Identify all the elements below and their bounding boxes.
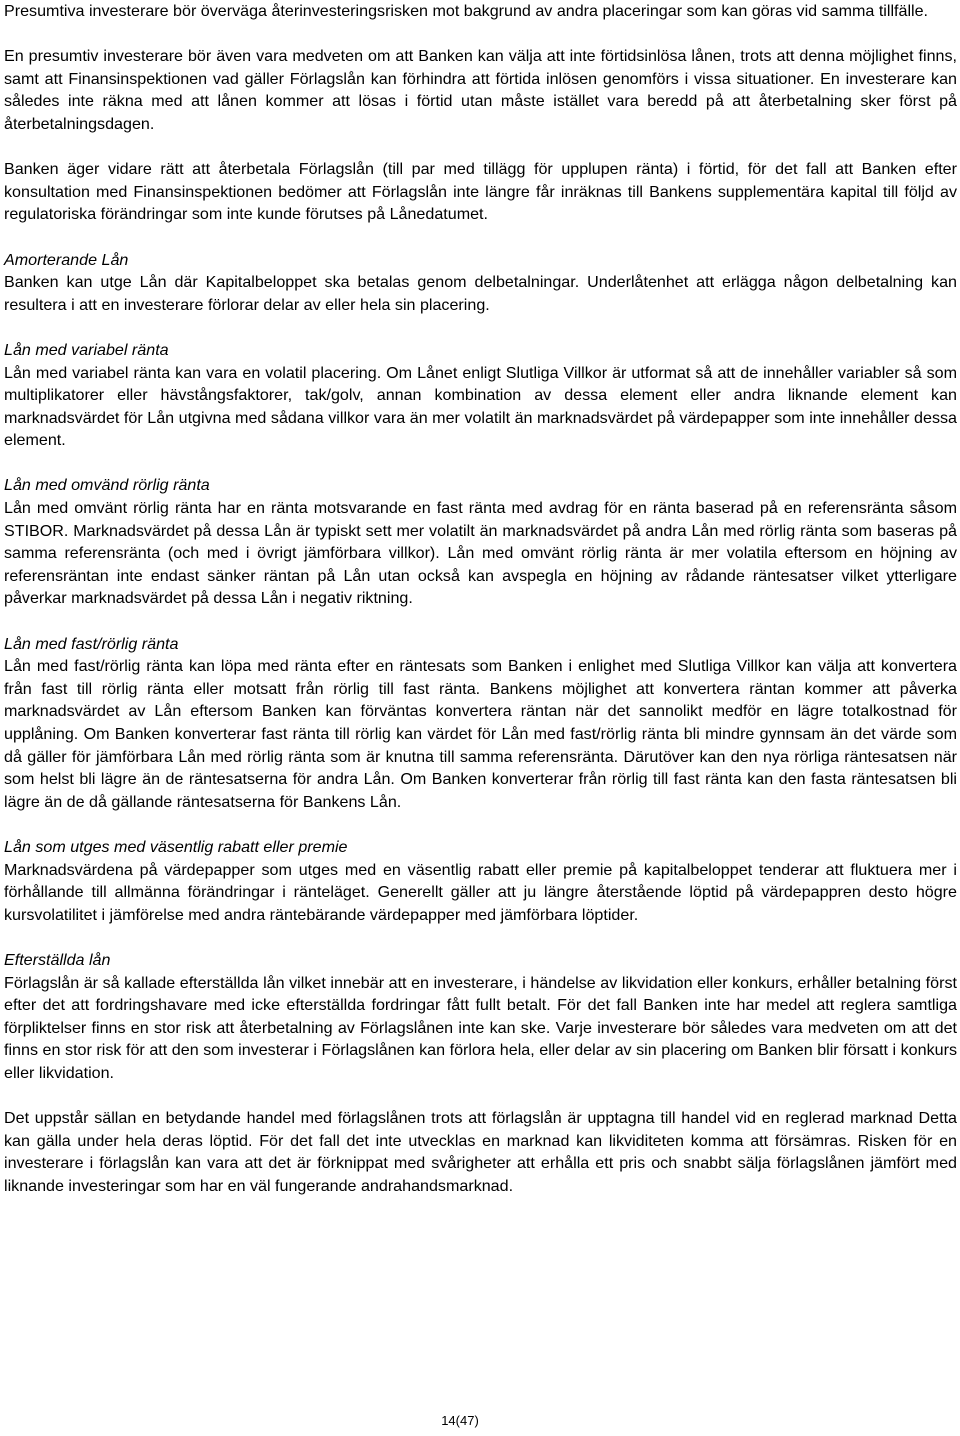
section-heading: Lån med fast/rörlig ränta	[4, 634, 179, 653]
section-fixed-floating	[4, 633, 957, 814]
section-heading: Lån med omvänd rörlig ränta	[4, 476, 210, 495]
section-heading: Efterställda lån	[4, 950, 111, 969]
section-body: Lån med fast/rörlig ränta kan löpa med ränta efter en räntesats som Banken i enlighet med Slutliga Villkor kan välja att konvertera från fast till rörlig ränta eller motsatt från rörlig till fast ränta. Bankens möjlighet att konvertera räntan kommer att påverka marknadsvärdet av Lån eftersom Banken kan förväntas konvertera räntan när det sannolikt medför en lägre totalkostnad för upplåning. Om Banken konverterar fast ränta till rörlig kan värdet för Lån med fast/rörlig ränta bli mindre gynnsam än det värde som då gäller för jämförbara Lån med rörlig ränta som är knutna till samma referensränta. Därutöver kan den nya rörliga räntesatsen när som helst bli lägre än de räntesatserna för andra Lån. Om Banken konverterar från rörlig till fast ränta kan den fasta räntesatsen bli lägre än de då gällande räntesatserna för Bankens Lån.	[4, 657, 957, 811]
section-body: Marknadsvärdena på värdepapper som utges med en väsentlig rabatt eller premie på kapitalbeloppet tenderar att fluktuera mer i förhållande till allmänna förändringar i ränteläget. Generellt gäller att ju längre återstående löptid på värdepappren desto högre kursvolatilitet i jämförelse med andra räntebärande värdepapper med jämförbara löptider.	[4, 860, 957, 924]
section-heading: Lån med variabel ränta	[4, 340, 169, 359]
section-body: Förlagslån är så kallade efterställda lån vilket innebär att en investerare, i händelse av likvidation eller konkurs, erhåller betalning först efter det att fordringshavare med icke efterställda fordringar fått fullt betalt. För det fall Banken inte har medel att reglera samtliga förpliktelser finns en stor risk att återbetalning av Förlagslånen inte kan ske. Varje investerare bör således vara medveten om att det finns en stor risk för att den som investerar i Förlagslånen kan förlora hela, eller delar av sin placering om Banken blir försatt i konkurs eller likvidation.	[4, 973, 957, 1082]
section-heading: Lån som utges med väsentlig rabatt eller premie	[4, 837, 348, 856]
paragraph-early-redemption: En presumtiv investerare bör även vara medveten om att Banken kan välja att inte förtidsinlösa lånen, trots att denna möjlighet finns, samt att Finansinspektionen vad gäller Förlagslån kan förhindra att förtida inlösen genomförs i vissa situationer. En investerare kan således inte räkna med att lånen kommer att lösas i förtid utan måste istället vara beredd på att återbetalning sker först på återbetalningsdagen.	[4, 47, 957, 133]
section-variable-rate	[4, 339, 957, 452]
paragraph-liquidity-risk: Det uppstår sällan en betydande handel med förlagslånen trots att förlagslån är upptagna till handel vid en reglerad marknad Detta kan gälla under hela deras löptid. För det fall det inte utvecklas en marknad kan likviditeten komma att försämras. Risken för en investerare i förlagslån kan vara att det är förknippat med svårigheter att erhålla ett pris och snabbt sälja förlagslånen jämfört med liknande investeringar som har en väl fungerande andrahandsmarknad.	[4, 1109, 957, 1195]
section-heading: Amorterande Lån	[4, 250, 129, 269]
section-body: Lån med variabel ränta kan vara en volatil placering. Om Lånet enligt Slutliga Villkor är utformat så att de innehåller variabler så som multiplikatorer eller hävstångsfaktorer, tak/golv, annan kombination av dessa element eller andra liknande element kan marknadsvärdet för Lån utgivna med sådana villkor vara än mer volatilt än marknadsvärdet på värdepapper som inte innehåller dessa element.	[4, 363, 957, 450]
section-amortizing-loans	[4, 249, 957, 317]
section-discount-premium	[4, 836, 957, 926]
paragraph-repayment-right: Banken äger vidare rätt att återbetala Förlagslån (till par med tillägg för upplupen ränta) i förtid, för det fall att Banken efter konsultation med Finansinspektionen bedömer att Förlagslån inte längre får inräknas till Bankens supplementära kapital till följd av regulatoriska förändringar som inte kunde förutses på Lånedatumet.	[4, 160, 957, 224]
paragraph-reinvestment-risk: Presumtiva investerare bör överväga återinvesteringsrisken mot bakgrund av andra placeringar som kan göras vid samma tillfälle.	[4, 2, 929, 20]
section-subordinated-loans	[4, 949, 957, 1085]
section-inverse-floating	[4, 474, 957, 610]
section-body: Lån med omvänt rörlig ränta har en ränta motsvarande en fast ränta med avdrag för en ränta baserad på en referensränta såsom STIBOR. Marknadsvärdet på dessa Lån är typiskt sett mer volatilt än marknadsvärdet på andra Lån med rörlig ränta som baseras på samma referensränta (och med i övrigt jämförbara villkor). Lån med omvänt rörlig ränta är mer volatila eftersom en höjning av referensräntan inte endast sänker räntan på Lån utan också kan avspegla en höjning av rådande räntesatser vilket ytterligare påverkar marknadsvärdet på dessa Lån i negativ riktning.	[4, 499, 957, 608]
page-number: 14(47)	[441, 1413, 479, 1428]
document-page	[4, 0, 957, 1197]
section-body: Banken kan utge Lån där Kapitalbeloppet ska betalas genom delbetalningar. Underlåtenhet att erlägga någon delbetalning kan resultera i att en investerare förlorar delar av eller hela sin placering.	[4, 273, 957, 314]
